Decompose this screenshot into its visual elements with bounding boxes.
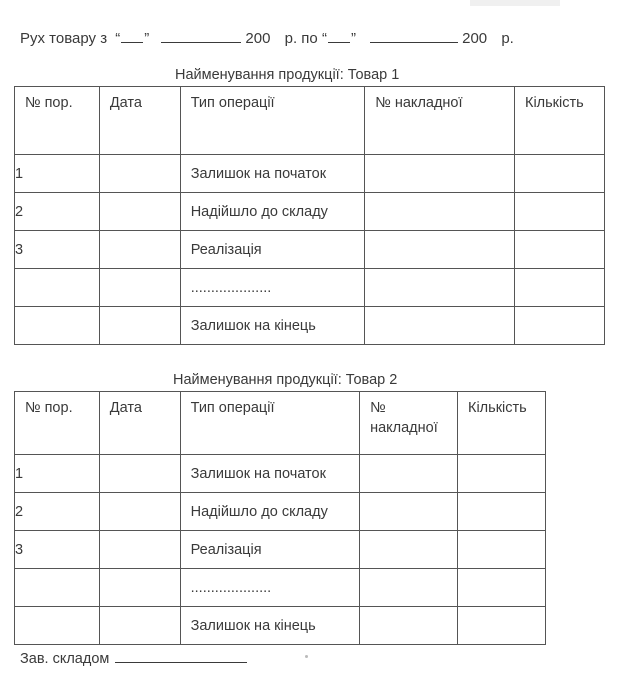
row-invoice (365, 269, 515, 307)
row-invoice (360, 569, 458, 607)
quote-close-1: ” (144, 30, 150, 47)
row-quantity (458, 455, 546, 493)
table-row (15, 269, 605, 307)
row-quantity (515, 269, 605, 307)
row-operation: Надійшло до складу (180, 193, 365, 231)
row-operation: Реалізація (180, 531, 359, 569)
period-line (20, 30, 514, 47)
year-2: 200 (462, 30, 488, 47)
goods-table-2 (14, 391, 546, 645)
row-date (99, 493, 180, 531)
scan-dot (305, 655, 308, 658)
col-operation: Тип операції (180, 392, 359, 455)
signature-label: Зав. складом (20, 651, 110, 667)
table-row (15, 155, 605, 193)
day-blank-1 (121, 30, 143, 43)
table-row (15, 569, 546, 607)
row-quantity (458, 493, 546, 531)
row-number: 1 (15, 155, 100, 193)
table-header-row (15, 87, 605, 155)
row-date (99, 155, 180, 193)
table-header-row (15, 392, 546, 455)
row-invoice (360, 531, 458, 569)
row-invoice (360, 493, 458, 531)
goods-table-1 (14, 86, 605, 345)
row-number (15, 569, 100, 607)
col-number: № пор. (15, 392, 100, 455)
row-operation: Залишок на кінець (180, 607, 359, 645)
period-prefix: Рух товару з (20, 30, 108, 47)
col-quantity: Кількість (515, 87, 605, 155)
table-row (15, 307, 605, 345)
row-date (99, 269, 180, 307)
row-quantity (515, 155, 605, 193)
col-number: № пор. (15, 87, 100, 155)
row-number: 2 (15, 193, 100, 231)
row-operation: .................... (180, 269, 365, 307)
row-date (99, 307, 180, 345)
row-date (99, 569, 180, 607)
year-1: 200 (245, 30, 271, 47)
table-row (15, 607, 546, 645)
r-po-label: р. по (284, 30, 318, 47)
col-invoice: № накладної (360, 392, 458, 455)
table-row (15, 493, 546, 531)
row-invoice (365, 155, 515, 193)
month-blank-1 (161, 30, 241, 43)
row-operation: Залишок на початок (180, 455, 359, 493)
row-quantity (458, 569, 546, 607)
row-invoice (365, 193, 515, 231)
row-invoice (365, 231, 515, 269)
quote-open-2: “ (321, 30, 327, 47)
row-invoice (360, 455, 458, 493)
col-invoice: № накладної (365, 87, 515, 155)
quote-open-1: “ (115, 30, 121, 47)
col-quantity: Кількість (458, 392, 546, 455)
table-row (15, 231, 605, 269)
row-date (99, 607, 180, 645)
row-quantity (515, 307, 605, 345)
quote-close-2: ” (350, 30, 356, 47)
table-row (15, 531, 546, 569)
row-number: 1 (15, 455, 100, 493)
row-invoice (360, 607, 458, 645)
row-number (15, 307, 100, 345)
row-quantity (458, 531, 546, 569)
row-date (99, 231, 180, 269)
col-date: Дата (99, 87, 180, 155)
signature-blank (115, 650, 247, 663)
row-operation: Залишок на кінець (180, 307, 365, 345)
row-quantity (458, 607, 546, 645)
row-invoice (365, 307, 515, 345)
row-quantity (515, 231, 605, 269)
col-operation: Тип операції (180, 87, 365, 155)
row-number: 2 (15, 493, 100, 531)
row-operation: Залишок на початок (180, 155, 365, 193)
row-date (99, 455, 180, 493)
signature-line (20, 650, 247, 667)
table-row (15, 193, 605, 231)
row-date (99, 531, 180, 569)
table-2-caption: Найменування продукції: Товар 2 (173, 372, 398, 388)
table-1-caption: Найменування продукції: Товар 1 (175, 67, 400, 83)
month-blank-2 (370, 30, 458, 43)
row-operation: Реалізація (180, 231, 365, 269)
scan-smudge (470, 0, 560, 6)
day-blank-2 (328, 30, 350, 43)
r-end-label: р. (501, 30, 514, 47)
row-number: 3 (15, 531, 100, 569)
row-number: 3 (15, 231, 100, 269)
col-date: Дата (99, 392, 180, 455)
row-date (99, 193, 180, 231)
row-operation: Надійшло до складу (180, 493, 359, 531)
row-number (15, 607, 100, 645)
row-operation: .................... (180, 569, 359, 607)
table-row (15, 455, 546, 493)
row-quantity (515, 193, 605, 231)
row-number (15, 269, 100, 307)
